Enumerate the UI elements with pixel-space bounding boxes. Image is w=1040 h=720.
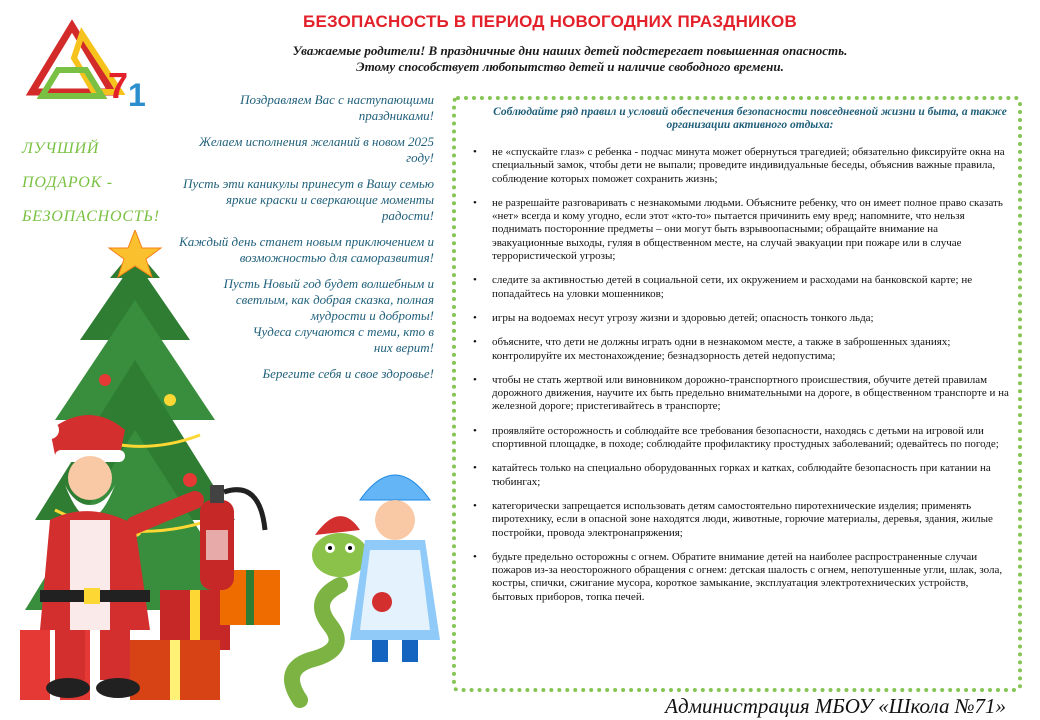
greeting-3: Пусть эти каникулы принесут в Вашу семью яркие краски и сверкающие моменты радости! xyxy=(183,176,434,223)
rule-item: • следите за активностью детей в социальной сети, их окружением и расходами на банковской карте; не попадайтесь на уловки мошенников; xyxy=(470,274,1010,301)
logo-number-7: 7 xyxy=(108,65,129,106)
rules-heading: Соблюдайте ряд правил и условий обеспечения безопасности повседневной жизни и быта, а также организации активного отдыха: xyxy=(493,106,1007,131)
best-gift-line-3: БЕЗОПАСНОСТЬ! xyxy=(22,208,160,225)
greeting-1: Поздравляем Вас с наступающими праздниками! xyxy=(240,92,434,123)
rule-item: • чтобы не стать жертвой или виновником дорожно-транспортного происшествия, обучите детей правилам дорожного движения, научите их быть предельно внимательными на дороге, в общественном транспорте и на железной дороге; пристегивайтесь в транспорте; xyxy=(470,374,1010,414)
rule-item: • игры на водоемах несут угрозу жизни и здоровью детей; опасность тонкого льда; xyxy=(470,312,1010,325)
snow-maiden-icon xyxy=(350,475,440,662)
logo-number-1: 1 xyxy=(128,77,146,113)
greeting-2: Желаем исполнения желаний в новом 2025 году! xyxy=(198,134,434,165)
holiday-illustration xyxy=(10,230,450,710)
rule-item: • не «спускайте глаз» с ребенка - подчас минута может обернуться трагедией; обязательно фиксируйте окна на специальный замок, чтобы дети не выпали; проведите индивидуальные беседы, объяснив важные правила, соблюдение которых поможет сохранить жизнь; xyxy=(470,146,1010,186)
rule-item: • будьте предельно осторожны с огнем. Обратите внимание детей на наиболее распространенные случаи пожаров из-за неосторожного обращения с огнем: детская шалость с огнем, непотушенные угли, шлак, зола, костры, спички, сжигание мусора, короткое замыкание, эксплуатация электротехнических устройств, бытовых приборов, топка печей. xyxy=(470,551,1010,604)
intro-line-1: Уважаемые родители! В праздничные дни наших детей подстерегает повышенная опасность. xyxy=(292,43,848,58)
rule-item: • не разрешайте разговаривать с незнакомыми людьми. Объясните ребенку, что он имеет полное право сказать «нет» всегда и кому угодно, если этот «кто-то» пытается причинить ему вред; напомните, что нельзя поднимать посторонние предметы – они могут быть взрывоопасными; обращайте внимание на эвакуационные выходы, гуляя в общественном месте, на случай эвакуации при пожаре или в случае террористической угрозы; xyxy=(470,197,1010,263)
rules-list xyxy=(470,146,1010,604)
greeting-5: Пусть Новый год будет волшебным и светлым, как добрая сказка, полная мудрости и доброты! xyxy=(223,276,434,323)
page-title: БЕЗОПАСНОСТЬ В ПЕРИОД НОВОГОДНИХ ПРАЗДНИКОВ xyxy=(303,12,797,31)
rule-item: • объясните, что дети не должны играть одни в незнакомом месте, а также в заброшенных зданиях; контролируйте их местонахождение; безнадзорность детей недопустима; xyxy=(470,336,1010,363)
rule-item: • катайтесь только на специально оборудованных горках и катках, соблюдайте безопасность при катании на тюбингах; xyxy=(470,462,1010,489)
best-gift-line-1: ЛУЧШИЙ xyxy=(22,140,100,157)
greeting-7: Берегите себя и свое здоровье! xyxy=(262,366,434,381)
school-logo-icon xyxy=(24,18,154,118)
intro-line-2: Этому способствует любопытство детей и наличие свободного времени. xyxy=(356,59,784,74)
intro-text xyxy=(200,43,940,75)
rule-item: • категорически запрещается использовать детям самостоятельно пиротехнические изделия; применять пиротехнику, если в опасной зоне находятся люди, животные, горючие материалы, деревья, здания, жилые постройки, провода электронапряжения; xyxy=(470,500,1010,540)
best-gift-slogan xyxy=(22,132,202,234)
best-gift-line-2: ПОДАРОК - xyxy=(22,174,113,191)
administration-signature: Администрация МБОУ «Школа №71» xyxy=(665,694,1006,718)
greeting-4: Каждый день станет новым приключением и возможностью для саморазвития! xyxy=(179,234,434,265)
greeting-6: Чудеса случаются с теми, кто в них верит! xyxy=(252,324,434,355)
safety-rules-box xyxy=(452,96,1022,692)
rule-item: • проявляйте осторожность и соблюдайте все требования безопасности, находясь с детьми на игровой или спортивной площадке, в походе; соблюдайте профилактику простудных заболеваний; одевайтесь по погоде; xyxy=(470,425,1010,452)
